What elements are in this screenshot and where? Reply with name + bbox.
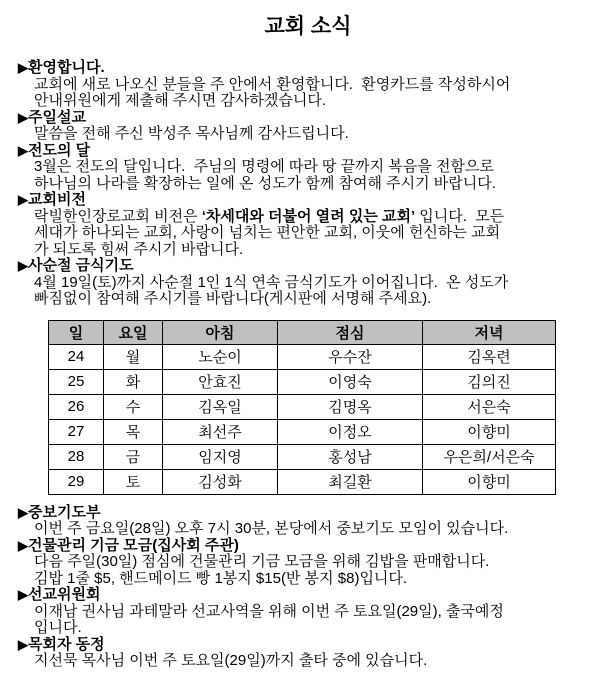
table-header-morning: 아침 [163, 320, 278, 344]
section-lent-heading [18, 258, 598, 275]
table-cell: 김옥일 [163, 394, 278, 419]
section-title: 주일설교 [28, 108, 86, 126]
table-cell: 26 [49, 394, 104, 419]
section-vision-heading [18, 192, 598, 209]
section-body-line: 다음 주일(30일) 점심에 건물관리 기금 모금을 위해 김밥을 판매합니다. [34, 553, 490, 570]
vision-text-post: 입니다. 모든 [415, 207, 505, 225]
table-cell: 24 [49, 344, 104, 369]
section-title: 전도의 달 [28, 141, 91, 159]
table-cell: 서은숙 [423, 394, 556, 419]
section-building-fund [18, 538, 598, 588]
table-cell: 김성화 [163, 469, 278, 494]
section-body-line: 안내위원에게 제출해 주시면 감사하겠습니다. [34, 92, 326, 109]
section-pastor-heading [18, 637, 598, 654]
table-row [49, 344, 556, 369]
section-sermon-heading [18, 110, 598, 127]
section-title: 선교위원회 [28, 586, 101, 603]
table-cell: 김명옥 [278, 394, 423, 419]
section-title: 중보기도부 [28, 503, 101, 521]
table-cell: 이향미 [423, 469, 556, 494]
bullet-arrow-icon: ▶ [18, 142, 28, 158]
bullet-arrow-icon: ▶ [18, 587, 28, 602]
table-cell: 최길환 [278, 469, 423, 494]
section-building-fund-heading [18, 538, 598, 555]
table-cell: 최선주 [163, 419, 278, 444]
section-evangelism-month [18, 143, 598, 193]
table-row [49, 369, 556, 394]
section-body-line: 빠짐없이 참여해 주시기를 바랍니다(게시판에 서명해 주세요). [34, 290, 432, 307]
table-cell: 목 [104, 419, 163, 444]
table-row [49, 394, 556, 419]
table-cell: 홍성남 [278, 444, 423, 469]
vision-statement-bold: ‘차세대와 더불어 열려 있는 교회’ [201, 207, 416, 225]
table-cell: 화 [104, 369, 163, 394]
section-body-line [18, 209, 598, 226]
bullet-arrow-icon: ▶ [18, 258, 28, 273]
table-cell: 이향미 [423, 419, 556, 444]
bullet-arrow-icon: ▶ [18, 504, 28, 520]
section-welcome-heading [18, 60, 598, 77]
table-cell: 25 [49, 369, 104, 394]
bullet-arrow-icon: ▶ [18, 60, 28, 75]
section-body-line: 지선묵 목사님 이번 주 토요일(29일)까지 출타 중에 있습니다. [34, 652, 428, 669]
table-cell: 금 [104, 444, 163, 469]
section-intercession-prayer [18, 505, 598, 538]
table-cell: 임지영 [163, 444, 278, 469]
table-cell: 김의진 [423, 369, 556, 394]
section-title: 환영합니다. [28, 59, 105, 76]
bullet-arrow-icon: ▶ [18, 192, 28, 207]
table-cell: 안효진 [163, 369, 278, 394]
table-row [49, 419, 556, 444]
section-mission-committee [18, 587, 598, 637]
table-cell: 이영숙 [278, 369, 423, 394]
table-header-row [49, 320, 556, 344]
section-mission-heading [18, 587, 598, 604]
table-header-day: 일 [49, 320, 104, 344]
section-body-line: 이번 주 금요일(28일) 오후 7시 30분, 본당에서 중보기도 모임이 있습니다. [34, 520, 509, 537]
section-body-line: 3월은 전도의 달입니다. 주님의 명령에 따라 땅 끝까지 복음을 전함으로 [34, 158, 494, 175]
table-cell: 수 [104, 394, 163, 419]
page-title: 교회 소식 [264, 15, 352, 38]
section-body-line: 김밥 1줄 $5, 핸드메이드 빵 1봉지 $15(반 봉지 $8)입니다. [34, 569, 408, 587]
section-title: 사순절 금식기도 [28, 257, 134, 274]
table-row [49, 444, 556, 469]
table-header-dinner: 저녁 [423, 320, 556, 344]
table-header-lunch: 점심 [278, 320, 423, 344]
table-cell: 노순이 [163, 344, 278, 369]
section-lent-fasting [18, 258, 598, 308]
table-cell: 토 [104, 469, 163, 494]
section-title: 교회비전 [28, 191, 86, 208]
table-cell: 월 [104, 344, 163, 369]
section-body-line: 세대가 하나되는 교회, 사랑이 넘치는 편안한 교회, 이웃에 헌신하는 교회 [34, 224, 501, 241]
section-welcome [18, 60, 598, 110]
section-body-line: 교회에 새로 나오신 분들을 주 안에서 환영합니다. 환영카드를 작성하시어 [34, 75, 511, 93]
section-body-line: 입니다. [34, 619, 82, 636]
vision-text-pre: 락빌한인장로교회 비전은 [34, 207, 202, 225]
section-intercession-heading [18, 505, 598, 522]
section-body-line: 4월 19일(토)까지 사순절 1인 1식 연속 금식기도가 이어집니다. 온 성도가 [34, 273, 509, 291]
section-body-line: 말씀을 전해 주신 박성주 목사님께 감사드립니다. [34, 125, 349, 142]
section-title: 목회자 동정 [28, 635, 105, 653]
table-cell: 우은희/서은숙 [423, 444, 556, 469]
bullet-arrow-icon: ▶ [18, 109, 28, 125]
table-cell: 김옥련 [423, 344, 556, 369]
table-cell: 27 [49, 419, 104, 444]
bullet-arrow-icon: ▶ [18, 636, 28, 652]
table-cell: 28 [49, 444, 104, 469]
fasting-schedule-table [48, 320, 556, 495]
table-cell: 우수잔 [278, 344, 423, 369]
table-row [49, 469, 556, 494]
section-church-vision [18, 192, 598, 258]
section-title: 건물관리 기금 모금(집사회 주관) [28, 536, 239, 554]
section-body-line: 하나님의 나라를 확장하는 일에 온 성도가 함께 참여해 주시기 바랍니다. [34, 174, 496, 192]
bullet-arrow-icon: ▶ [18, 537, 28, 553]
section-body-line: 가 되도록 힘써 주시기 바랍니다. [34, 240, 244, 258]
section-pastor-news [18, 637, 598, 670]
table-cell: 29 [49, 469, 104, 494]
section-body-line: 이재남 권사님 과테말라 선교사역을 위해 이번 주 토요일(29일), 출국예정 [34, 602, 504, 620]
section-evangelism-heading [18, 143, 598, 160]
section-sermon [18, 110, 598, 143]
table-cell: 이정오 [278, 419, 423, 444]
table-header-weekday: 요일 [104, 320, 163, 344]
